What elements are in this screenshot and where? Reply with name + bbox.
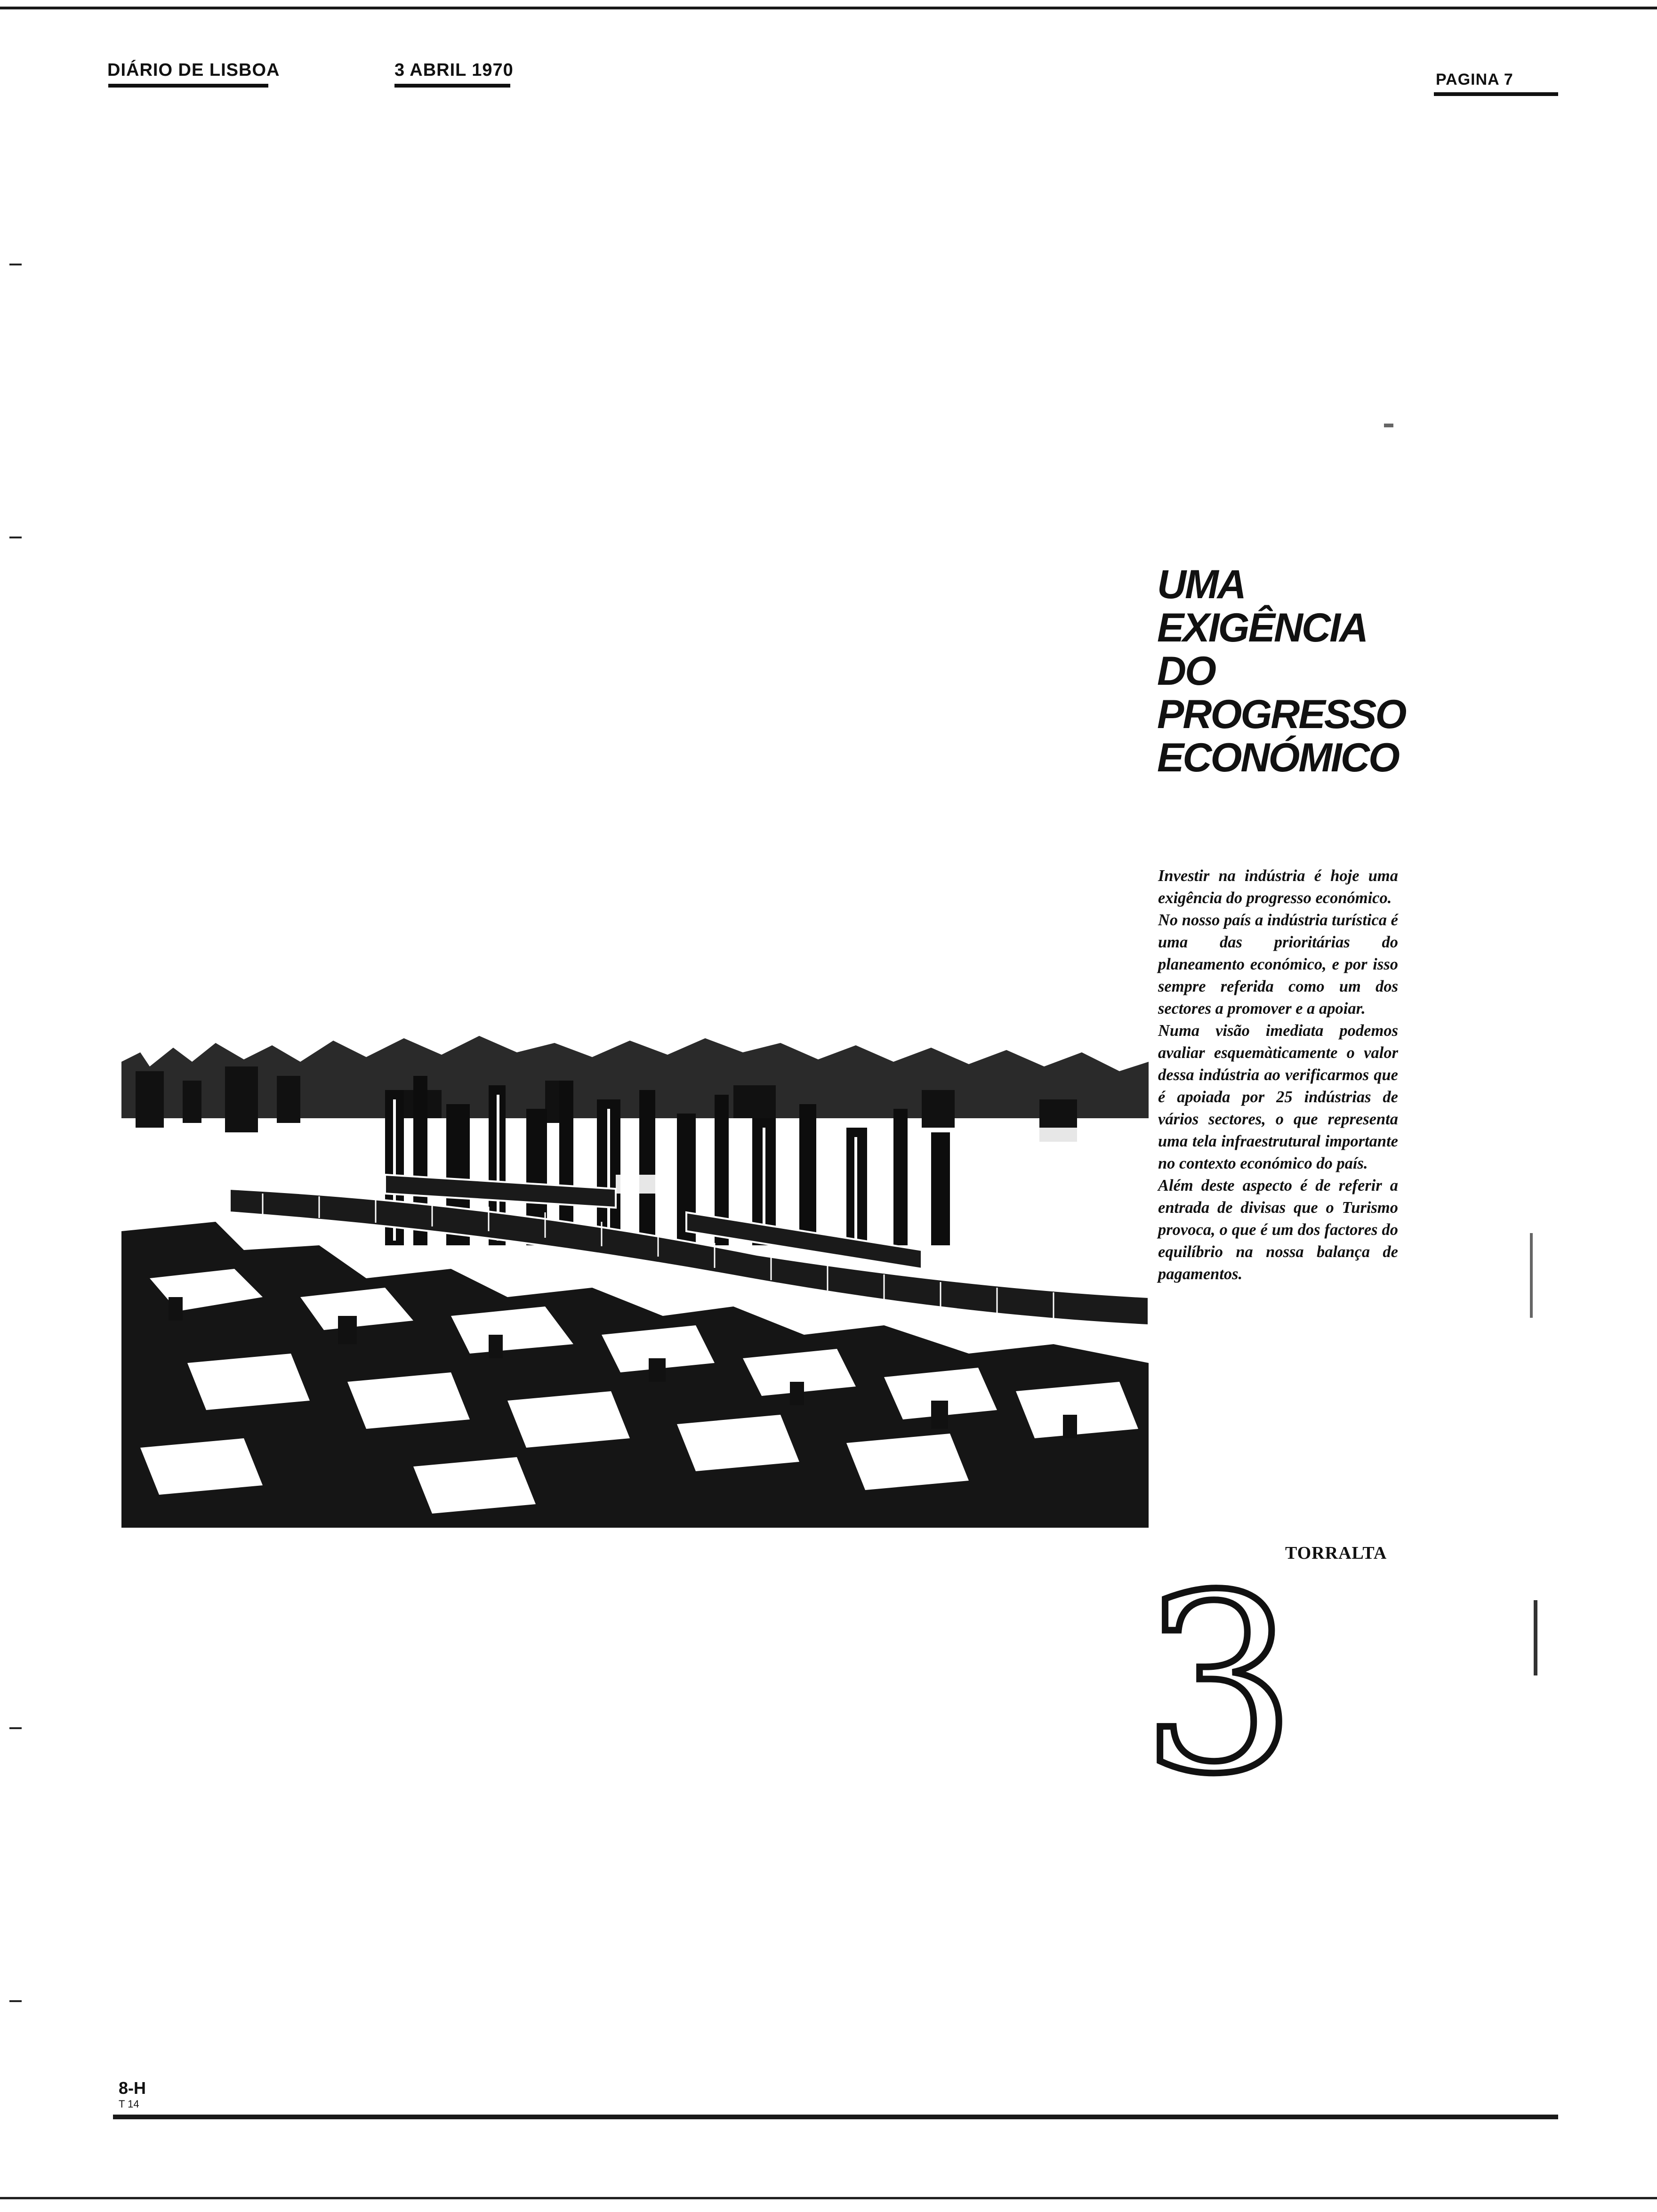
article-headline (1157, 563, 1440, 779)
page-number-underline (1434, 92, 1558, 96)
scan-mark (1530, 1233, 1533, 1318)
margin-mark (9, 264, 22, 265)
top-border (0, 7, 1657, 9)
city-industry-photo (121, 1034, 1149, 1528)
article-body (1158, 865, 1398, 1285)
newspaper-name: DIÁRIO DE LISBOA (107, 60, 280, 80)
page-number: PAGINA 7 (1436, 71, 1513, 88)
article-paragraph: No nosso país a indústria turística é uma das prioritárias do planeamento económico, e por isso sempre referida como um dos sectores a promover e a apoiar. (1158, 911, 1398, 1018)
article-paragraph: Além deste aspecto é de referir a entrada de divisas que o Turismo provoca, o que é um dos factores do equilíbrio na nossa balança de pagamentos. (1158, 1177, 1398, 1283)
bottom-border (0, 2197, 1657, 2199)
headline-line-1: UMA EXIGÊNCIA (1157, 562, 1367, 650)
print-code-line-2: T 14 (119, 2098, 139, 2110)
scan-mark (1384, 424, 1393, 427)
print-code (119, 2080, 146, 2112)
scan-mark (1534, 1600, 1537, 1675)
headline-line-2: DO PROGRESSO (1157, 649, 1406, 737)
headline-line-3: ECONÓMICO (1157, 735, 1399, 780)
print-code-line-1: 8-H (119, 2078, 146, 2098)
margin-mark (9, 1727, 22, 1729)
newspaper-name-underline (108, 84, 268, 88)
advertiser-signature: TORRALTA (1285, 1543, 1387, 1563)
margin-mark (9, 2000, 22, 2002)
margin-mark (9, 537, 22, 538)
article-paragraph: Investir na indústria é hoje uma exigência do progresso económico. (1158, 867, 1398, 907)
article-paragraph: Numa visão imediata podemos avaliar esquemàticamente o valor dessa indústria ao verificarmos que é apoiada por 25 indústrias de vários sectores, o que representa uma tela infraestrutural importante no contexto económico do país. (1158, 1022, 1398, 1172)
series-number: 3 (1141, 1542, 1297, 1827)
issue-date: 3 ABRIL 1970 (394, 60, 514, 80)
issue-date-underline (394, 84, 510, 88)
bottom-rule (113, 2115, 1558, 2119)
